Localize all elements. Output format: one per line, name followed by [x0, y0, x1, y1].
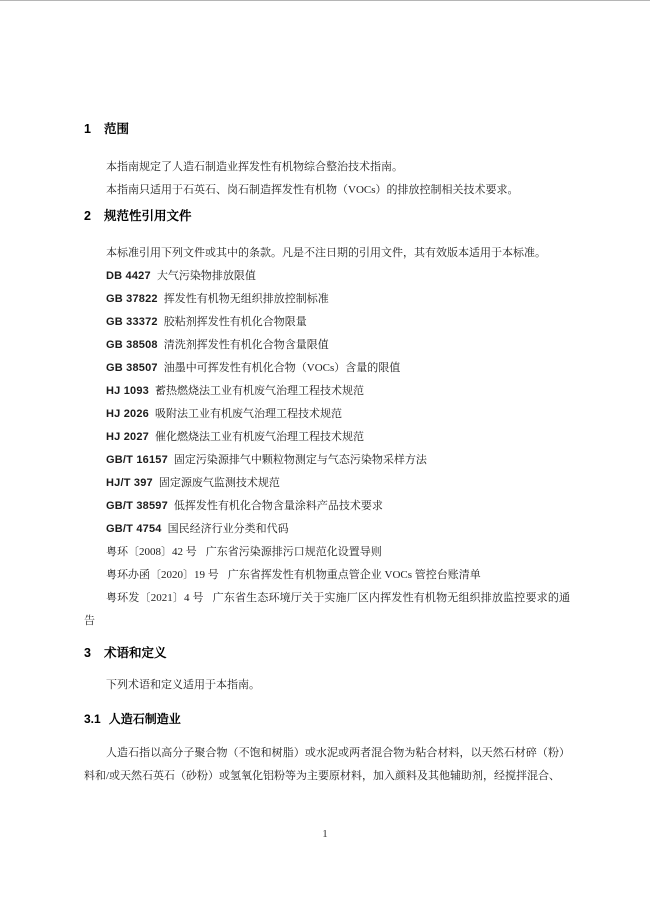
reference-title: 固定污染源排气中颗粒物测定与气态污染物采样方法	[173, 454, 427, 466]
reference-title: 固定源废气监测技术规范	[158, 477, 280, 489]
reference-item	[84, 311, 570, 334]
reference-title: 清洗剂挥发性有机化合物含量限值	[163, 339, 329, 351]
reference-title: 广东省挥发性有机物重点管企业 VOCs 管控台账清单	[227, 569, 481, 581]
reference-code: GB 37822	[106, 293, 158, 305]
references-intro: 本标准引用下列文件或其中的条款。凡是不注日期的引用文件，其有效版本适用于本标准。	[106, 247, 546, 259]
reference-code: 粤环发〔2021〕4 号	[106, 592, 204, 604]
reference-item	[84, 472, 570, 495]
reference-code: GB 38508	[106, 339, 158, 351]
reference-title: 国民经济行业分类和代码	[167, 523, 289, 535]
reference-code: GB/T 16157	[106, 454, 168, 466]
reference-code: 粤环办函〔2020〕19 号	[106, 569, 219, 581]
scope-paragraph-2: 本指南只适用于石英石、岗石制造挥发性有机物（VOCs）的排放控制相关技术要求。	[106, 184, 519, 196]
reference-item	[84, 288, 570, 311]
reference-code: HJ 1093	[106, 385, 149, 397]
scope-paragraph-1: 本指南规定了人造石制造业挥发性有机物综合整治技术指南。	[106, 161, 403, 173]
document-content	[84, 118, 570, 788]
section-title: 规范性引用文件	[103, 209, 192, 223]
reference-item	[84, 518, 570, 541]
section-number: 2	[84, 209, 91, 223]
reference-code: HJ/T 397	[106, 477, 153, 489]
reference-item	[84, 380, 570, 403]
reference-code: GB/T 38597	[106, 500, 168, 512]
reference-code: GB/T 4754	[106, 523, 162, 535]
reference-item	[84, 334, 570, 357]
subsection-number: 3.1	[84, 712, 101, 726]
reference-code: 粤环〔2008〕42 号	[106, 546, 197, 558]
section-heading-terms-definitions	[84, 642, 570, 665]
reference-title: 广东省污染源排污口规范化设置导则	[205, 546, 382, 558]
subsection-heading-artificial-stone	[84, 708, 570, 731]
reference-code: GB 33372	[106, 316, 158, 328]
reference-title: 催化燃烧法工业有机废气治理工程技术规范	[155, 431, 364, 443]
reference-title: 胶粘剂挥发性有机化合物限量	[163, 316, 307, 328]
reference-item	[84, 564, 570, 587]
section-number: 3	[84, 646, 91, 660]
section-heading-normative-references	[84, 205, 570, 228]
reference-title: 挥发性有机物无组织排放控制标准	[163, 293, 329, 305]
reference-code: HJ 2026	[106, 408, 149, 420]
subsection-title: 人造石制造业	[108, 712, 181, 726]
section-number: 1	[84, 122, 91, 136]
section-title: 范围	[103, 122, 129, 136]
reference-title: 广东省生态环境厅关于实施厂区内挥发性有机物无组织排放监控要求的通告	[84, 592, 571, 627]
reference-title: 大气污染物排放限值	[156, 270, 256, 282]
page-number: 1	[322, 828, 328, 840]
reference-item	[84, 403, 570, 426]
reference-item	[84, 541, 570, 564]
reference-code: DB 4427	[106, 270, 151, 282]
section-title: 术语和定义	[103, 646, 167, 660]
reference-item	[84, 357, 570, 380]
reference-item	[84, 449, 570, 472]
reference-item	[84, 587, 570, 633]
terms-intro: 下列术语和定义适用于本指南。	[106, 679, 260, 691]
reference-title: 油墨中可挥发性有机化合物（VOCs）含量的限值	[163, 362, 401, 374]
reference-code: GB 38507	[106, 362, 158, 374]
reference-item	[84, 265, 570, 288]
section-heading-scope	[84, 118, 570, 141]
definition-paragraph: 人造石指以高分子聚合物（不饱和树脂）或水泥或两者混合物为粘合材料，以天然石材碎（粉）料和/或天然石英石（砂粉）或氢氧化铝粉等为主要原材料，加入颜料及其他辅助剂，经搅拌混合、	[84, 747, 570, 782]
reference-item	[84, 426, 570, 449]
reference-title: 低挥发性有机化合物含量涂料产品技术要求	[173, 500, 383, 512]
reference-code: HJ 2027	[106, 431, 149, 443]
reference-title: 蓄热燃烧法工业有机废气治理工程技术规范	[155, 385, 364, 397]
reference-title: 吸附法工业有机废气治理工程技术规范	[155, 408, 342, 420]
page-top-border	[0, 0, 650, 1]
reference-item	[84, 495, 570, 518]
